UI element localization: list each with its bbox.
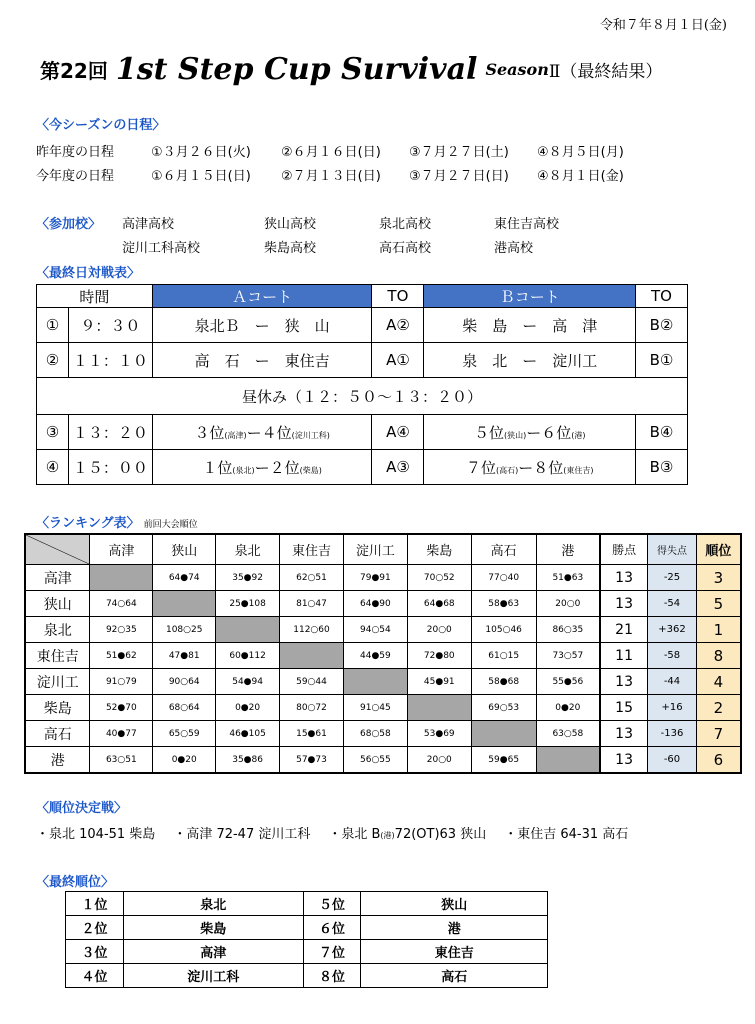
ranking-row xyxy=(25,643,741,669)
final-day-table xyxy=(36,284,688,485)
match-time: １５：００ xyxy=(68,450,152,485)
team-hint: (狭山) xyxy=(503,430,527,440)
score-cell: 65○59 xyxy=(153,721,216,747)
place: ７位 xyxy=(303,940,361,964)
col-team: 港 xyxy=(536,534,600,565)
schedule-date: ②７月１３日(日) xyxy=(281,169,381,184)
score-cell: 90○64 xyxy=(153,669,216,695)
score-cell: 72●80 xyxy=(407,643,471,669)
col-team: 泉北 xyxy=(216,534,280,565)
match-row xyxy=(37,343,688,378)
playoff-result: ・高津 72-47 淀川工科 xyxy=(173,827,311,842)
title-main: 1st Step Cup Survival xyxy=(115,52,478,87)
diff-cell: -44 xyxy=(648,669,697,695)
score-cell: 64●68 xyxy=(407,591,471,617)
schedule-date: ④８月１日(金) xyxy=(537,169,624,184)
score-cell: 40●77 xyxy=(90,721,153,747)
score-cell: 58●68 xyxy=(471,669,536,695)
match-row xyxy=(37,450,688,485)
col-team: 高石 xyxy=(471,534,536,565)
title-edition: 第22回 xyxy=(40,59,108,83)
rank-label: ー８位 xyxy=(518,458,564,477)
score-cell: 91○45 xyxy=(343,695,407,721)
score-cell: 59○44 xyxy=(280,669,344,695)
team-hint: (柴島) xyxy=(299,465,322,475)
ranking-row xyxy=(25,617,741,643)
schedule-date: ③７月２７日(土) xyxy=(409,145,509,160)
school-name: 柴島高校 xyxy=(264,241,317,256)
title-season: Season xyxy=(485,60,549,79)
header-time: 時間 xyxy=(37,285,153,308)
rank-cell: 2 xyxy=(696,695,741,721)
points-cell: 15 xyxy=(600,695,648,721)
playoff-result: 72(OT)63 狭山 xyxy=(394,827,487,842)
match-a xyxy=(152,450,372,485)
score-cell: 63○51 xyxy=(90,747,153,774)
self-match-cell xyxy=(407,695,471,721)
score-cell: 0●20 xyxy=(536,695,600,721)
final-day-heading: 〈最終日対戦表〉 xyxy=(36,266,141,281)
self-match-cell xyxy=(216,617,280,643)
score-cell: 35●92 xyxy=(216,565,280,591)
match-b-to: B① xyxy=(636,343,688,378)
school-name: 狭山高校 xyxy=(264,217,317,232)
issue-date: 令和７年８月１日(金) xyxy=(599,18,727,33)
ranking-header xyxy=(25,534,741,565)
playoff-result: ・泉北 104-51 柴島 xyxy=(36,827,156,842)
score-cell: 79●91 xyxy=(343,565,407,591)
place: ２位 xyxy=(66,916,124,940)
row-team: 狭山 xyxy=(25,591,90,617)
score-cell: 86○35 xyxy=(536,617,600,643)
diff-cell: -25 xyxy=(648,565,697,591)
score-cell: 15●61 xyxy=(280,721,344,747)
schedule-date: ①３月２６日(火) xyxy=(151,145,251,160)
diff-cell: -60 xyxy=(648,747,697,774)
final-rank-row xyxy=(66,940,548,964)
score-cell: 0●20 xyxy=(153,747,216,774)
row-team: 高石 xyxy=(25,721,90,747)
points-cell: 13 xyxy=(600,565,648,591)
col-diff: 得失点 xyxy=(648,534,697,565)
diff-cell: +362 xyxy=(648,617,697,643)
ranking-row xyxy=(25,695,741,721)
score-cell: 51●63 xyxy=(536,565,600,591)
rank-label: ー２位 xyxy=(254,458,300,477)
match-b: 柴 島 ー 高 津 xyxy=(424,308,636,343)
final-rank-row xyxy=(66,892,548,916)
score-cell: 73○57 xyxy=(536,643,600,669)
points-cell: 13 xyxy=(600,591,648,617)
col-team: 淀川工 xyxy=(343,534,407,565)
score-cell: 81○47 xyxy=(280,591,344,617)
points-cell: 11 xyxy=(600,643,648,669)
score-cell: 56○55 xyxy=(343,747,407,774)
ranking-row xyxy=(25,721,741,747)
final-rank-table xyxy=(65,891,548,988)
schools-row-2 xyxy=(122,237,533,256)
score-cell: 44●59 xyxy=(343,643,407,669)
self-match-cell xyxy=(90,565,153,591)
header-to: TO xyxy=(636,285,688,308)
rank-label: ７位 xyxy=(465,458,496,477)
school-name: 高津高校 xyxy=(122,217,175,232)
rank-label: ３位 xyxy=(194,423,225,442)
place: ５位 xyxy=(303,892,361,916)
row-team: 柴島 xyxy=(25,695,90,721)
col-team: 高津 xyxy=(90,534,153,565)
place: １位 xyxy=(66,892,124,916)
schedule-this-label: 今年度の日程 xyxy=(36,169,115,184)
score-cell: 55●56 xyxy=(536,669,600,695)
final-rank-heading: 〈最終順位〉 xyxy=(36,875,115,890)
schedule-date: ③７月２７日(日) xyxy=(409,169,509,184)
score-cell: 54●94 xyxy=(216,669,280,695)
score-cell: 69○53 xyxy=(471,695,536,721)
match-no: ② xyxy=(37,343,69,378)
score-cell: 0●20 xyxy=(216,695,280,721)
page-title xyxy=(40,52,662,87)
rank-cell: 6 xyxy=(696,747,741,774)
score-cell: 60●112 xyxy=(216,643,280,669)
score-cell: 92○35 xyxy=(90,617,153,643)
match-a-to: A③ xyxy=(372,450,424,485)
score-cell: 35●86 xyxy=(216,747,280,774)
rank-cell: 7 xyxy=(696,721,741,747)
match-a-to: A② xyxy=(372,308,424,343)
school: 淀川工科 xyxy=(123,964,303,988)
rank-cell: 5 xyxy=(696,591,741,617)
score-cell: 105○46 xyxy=(471,617,536,643)
ranking-corner xyxy=(25,534,90,565)
score-cell: 64●90 xyxy=(343,591,407,617)
title-suffix: Ⅱ（最終結果） xyxy=(548,62,663,82)
school: 高石 xyxy=(361,964,548,988)
final-rank-row xyxy=(66,964,548,988)
playoff-note: (港) xyxy=(380,831,395,840)
score-cell: 57●73 xyxy=(280,747,344,774)
schedule-last-label: 昨年度の日程 xyxy=(36,145,115,160)
points-cell: 21 xyxy=(600,617,648,643)
col-team: 狭山 xyxy=(153,534,216,565)
score-cell: 68○64 xyxy=(153,695,216,721)
match-a: 泉北Ｂ ー 狭 山 xyxy=(152,308,372,343)
score-cell: 70○52 xyxy=(407,565,471,591)
ranking-row xyxy=(25,565,741,591)
match-no: ④ xyxy=(37,450,69,485)
score-cell: 20○0 xyxy=(536,591,600,617)
team-hint: (東住吉) xyxy=(563,465,594,475)
match-time: １１：１０ xyxy=(68,343,152,378)
col-points: 勝点 xyxy=(600,534,648,565)
score-cell: 61○15 xyxy=(471,643,536,669)
score-cell: 45●91 xyxy=(407,669,471,695)
row-team: 港 xyxy=(25,747,90,774)
score-cell: 20○0 xyxy=(407,747,471,774)
match-b-to: B③ xyxy=(636,450,688,485)
score-cell: 47●81 xyxy=(153,643,216,669)
self-match-cell xyxy=(471,721,536,747)
school: 東住吉 xyxy=(361,940,548,964)
playoff-result: ・泉北 B xyxy=(328,827,381,842)
rank-cell: 8 xyxy=(696,643,741,669)
score-cell: 108○25 xyxy=(153,617,216,643)
school: 高津 xyxy=(123,940,303,964)
school: 泉北 xyxy=(123,892,303,916)
rank-cell: 1 xyxy=(696,617,741,643)
match-no: ③ xyxy=(37,415,69,450)
ranking-heading-text: 〈ランキング表〉 xyxy=(36,516,140,531)
schedule-date: ④８月５日(月) xyxy=(537,145,624,160)
schools-row-1 xyxy=(122,213,559,232)
score-cell: 94○54 xyxy=(343,617,407,643)
score-cell: 68○58 xyxy=(343,721,407,747)
score-cell: 62○51 xyxy=(280,565,344,591)
match-time: １３：２０ xyxy=(68,415,152,450)
score-cell: 25●108 xyxy=(216,591,280,617)
score-cell: 112○60 xyxy=(280,617,344,643)
ranking-row xyxy=(25,669,741,695)
match-b-to: B② xyxy=(636,308,688,343)
score-cell: 46●105 xyxy=(216,721,280,747)
score-cell: 64●74 xyxy=(153,565,216,591)
score-cell: 91○79 xyxy=(90,669,153,695)
playoff-result: ・東住吉 64-31 高石 xyxy=(504,827,629,842)
schools-heading: 〈参加校〉 xyxy=(36,217,102,232)
place: ３位 xyxy=(66,940,124,964)
schedule-this-year xyxy=(36,165,624,184)
school: 柴島 xyxy=(123,916,303,940)
school-name: 泉北高校 xyxy=(379,217,432,232)
team-hint: (淀川工科) xyxy=(291,430,330,440)
rank-cell: 4 xyxy=(696,669,741,695)
diff-cell: -54 xyxy=(648,591,697,617)
self-match-cell xyxy=(153,591,216,617)
school-name: 東住吉高校 xyxy=(494,217,560,232)
score-cell: 58●63 xyxy=(471,591,536,617)
schedule-date: ①６月１５日(日) xyxy=(151,169,251,184)
row-team: 東住吉 xyxy=(25,643,90,669)
playoff-heading: 〈順位決定戦〉 xyxy=(36,801,128,816)
row-team: 泉北 xyxy=(25,617,90,643)
team-hint: (高石) xyxy=(495,465,519,475)
points-cell: 13 xyxy=(600,721,648,747)
playoff-results xyxy=(36,823,628,842)
diff-cell: -58 xyxy=(648,643,697,669)
match-a-to: A④ xyxy=(372,415,424,450)
ranking-table xyxy=(24,533,742,774)
col-rank: 順位 xyxy=(696,534,741,565)
points-cell: 13 xyxy=(600,669,648,695)
rank-cell: 3 xyxy=(696,565,741,591)
score-cell: 77○40 xyxy=(471,565,536,591)
header-b-court: Ｂコート xyxy=(424,285,636,308)
match-row xyxy=(37,415,688,450)
col-team: 東住吉 xyxy=(280,534,344,565)
match-b xyxy=(424,450,636,485)
school-name: 淀川工科高校 xyxy=(122,241,201,256)
final-rank-row xyxy=(66,916,548,940)
score-cell: 52●70 xyxy=(90,695,153,721)
match-b-to: B④ xyxy=(636,415,688,450)
match-a xyxy=(152,415,372,450)
score-cell: 80○72 xyxy=(280,695,344,721)
self-match-cell xyxy=(343,669,407,695)
header-a-court: Ａコート xyxy=(152,285,372,308)
diff-cell: +16 xyxy=(648,695,697,721)
row-team: 高津 xyxy=(25,565,90,591)
school: 港 xyxy=(361,916,548,940)
team-hint: (泉北) xyxy=(232,465,255,475)
match-b: 泉 北 ー 淀川工 xyxy=(424,343,636,378)
col-team: 柴島 xyxy=(407,534,471,565)
schedule-last-year xyxy=(36,141,624,160)
header-to: TO xyxy=(372,285,424,308)
score-cell: 20○0 xyxy=(407,617,471,643)
rank-label: ー４位 xyxy=(246,423,292,442)
match-time: ９：３０ xyxy=(68,308,152,343)
lunch-break: 昼休み（１２：５０～１３：２０） xyxy=(37,378,688,415)
score-cell: 63○58 xyxy=(536,721,600,747)
diff-cell: -136 xyxy=(648,721,697,747)
team-hint: (高津) xyxy=(224,430,247,440)
score-cell: 51●62 xyxy=(90,643,153,669)
score-cell: 59●65 xyxy=(471,747,536,774)
ranking-heading xyxy=(36,512,198,531)
match-a: 高 石 ー 東住吉 xyxy=(152,343,372,378)
school-name: 港高校 xyxy=(494,241,534,256)
place: ６位 xyxy=(303,916,361,940)
place: ８位 xyxy=(303,964,361,988)
school: 狭山 xyxy=(361,892,548,916)
match-b xyxy=(424,415,636,450)
self-match-cell xyxy=(280,643,344,669)
score-cell: 74○64 xyxy=(90,591,153,617)
schedule-heading: 〈今シーズンの日程〉 xyxy=(36,118,166,133)
place: ４位 xyxy=(66,964,124,988)
score-cell: 53●69 xyxy=(407,721,471,747)
school-name: 高石高校 xyxy=(379,241,432,256)
row-team: 淀川工 xyxy=(25,669,90,695)
lunch-row xyxy=(37,378,688,415)
ranking-note: 前回大会順位 xyxy=(143,520,198,530)
final-day-header xyxy=(37,285,688,308)
team-hint: (港) xyxy=(571,430,586,440)
match-row xyxy=(37,308,688,343)
match-no: ① xyxy=(37,308,69,343)
rank-label: １位 xyxy=(202,458,233,477)
self-match-cell xyxy=(536,747,600,774)
ranking-row xyxy=(25,747,741,774)
ranking-row xyxy=(25,591,741,617)
rank-label: ５位 xyxy=(473,423,504,442)
schedule-date: ②６月１６日(日) xyxy=(281,145,381,160)
match-a-to: A① xyxy=(372,343,424,378)
rank-label: ー６位 xyxy=(526,423,572,442)
points-cell: 13 xyxy=(600,747,648,774)
